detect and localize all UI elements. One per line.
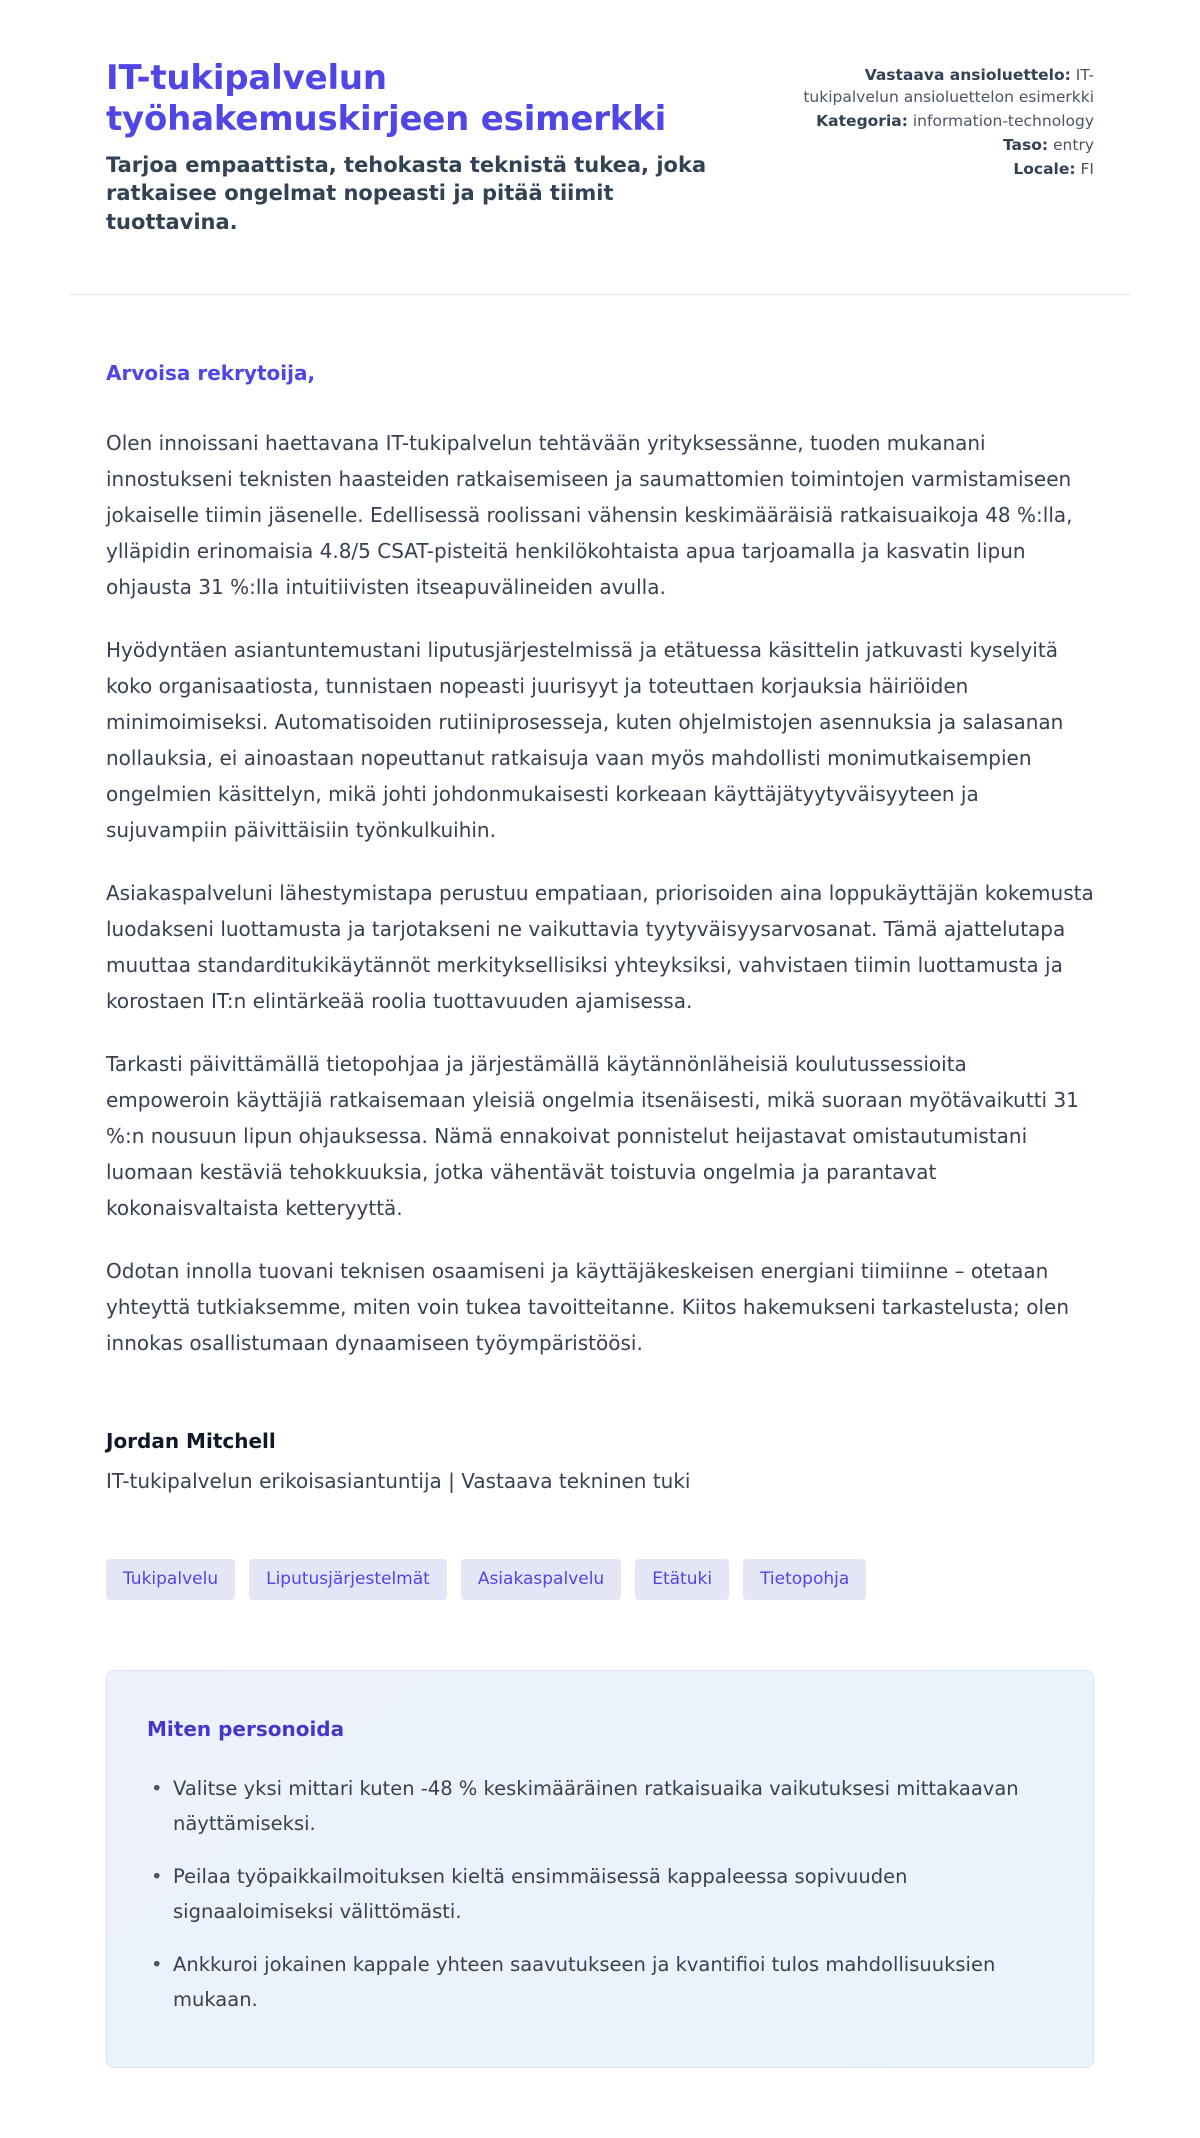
meta-label: Kategoria: xyxy=(816,112,908,130)
meta-label: Vastaava ansioluettelo: xyxy=(864,66,1071,84)
meta-row xyxy=(774,64,1094,108)
page-title: IT-tukipalvelun työhakemuskirjeen esimerkki xyxy=(106,58,667,140)
letter-paragraphs xyxy=(106,425,1094,1361)
personalization-tips-box xyxy=(106,1670,1094,2068)
page-subtitle: Tarjoa empaattista, tehokasta teknistä tukea, joka ratkaisee ongelmat nopeasti ja pitää tiimit tuottavina. xyxy=(106,152,707,234)
tag-chip[interactable]: Asiakaspalvelu xyxy=(461,1559,621,1600)
signature-name: Jordan Mitchell xyxy=(106,1428,276,1453)
letter-paragraph: Tarkasti päivittämällä tietopohjaa ja järjestämällä käytännönläheisiä koulutussessioita empoweroin käyttäjiä ratkaisemaan yleisiä ongelmia itsenäisesti, mikä suoraan myötävaikutti 31 %:n nousuun lipun ohjauksessa. Nämä ennakoivat ponnistelut heijastavat omistautumistani luomaan kestäviä tehokkuuksia, jotka vähentävät toistuvia ongelmia ja parantavat kokonaisvaltaista ketteryyttä. xyxy=(106,1051,1079,1220)
meta-value: FI xyxy=(1080,160,1094,178)
meta-label: Locale: xyxy=(1013,160,1076,178)
document-meta xyxy=(774,58,1094,182)
meta-value: entry xyxy=(1053,136,1094,154)
tips-heading: Miten personoida xyxy=(147,1716,345,1741)
page-container xyxy=(70,0,1130,2138)
meta-row xyxy=(774,110,1094,132)
tag-list xyxy=(106,1559,1094,1600)
meta-value: information-technology xyxy=(912,112,1094,130)
tips-list-item: • Peilaa työpaikkailmoituksen kieltä ensimmäisessä kappaleessa sopivuuden signaaloimiseksi välittömästi. xyxy=(147,1859,1053,1929)
meta-value: IT-tukipalvelun ansioluettelon esimerkki xyxy=(803,66,1094,106)
tips-list-item: • Valitse yksi mittari kuten -48 % keskimääräinen ratkaisuaika vaikutuksesi mittakaavan näyttämiseksi. xyxy=(147,1771,1053,1841)
meta-row xyxy=(774,158,1094,180)
letter-paragraph: Olen innoissani haettavana IT-tukipalvelun tehtävään yrityksessänne, tuoden mukanani innostukseni teknisten haasteiden ratkaisemiseen ja saumattomien toimintojen varmistamiseen jokaiselle tiimin jäsenelle. Edellisessä roolissani vähensin keskimääräisiä ratkaisuaikoja 48 %:lla, ylläpidin erinomaisia 4.8/5 CSAT-pisteitä henkilökohtaista apua tarjoamalla ja kasvatin lipun ohjausta 31 %:lla intuitiivisten itseapuvälineiden avulla. xyxy=(106,430,1073,599)
header-title-block xyxy=(106,58,756,236)
letter-paragraph: Odotan innolla tuovani teknisen osaamiseni ja käyttäjäkeskeisen energiani tiimiinne – otetaan yhteyttä tutkiaksemme, miten voin tukea tavoitteitanne. Kiitos hakemukseni tarkastelusta; olen innokas osallistumaan dynaamiseen työympäristöösi. xyxy=(106,1258,1069,1355)
letter-greeting: Arvoisa rekrytoija, xyxy=(106,360,316,385)
header-divider xyxy=(70,294,1130,295)
meta-row xyxy=(774,134,1094,156)
document-header xyxy=(70,58,1130,236)
tag-chip[interactable]: Etätuki xyxy=(635,1559,729,1600)
tag-chip[interactable]: Tukipalvelu xyxy=(106,1559,235,1600)
letter-paragraph: Hyödyntäen asiantuntemustani liputusjärjestelmissä ja etätuessa käsittelin jatkuvasti kyselyitä koko organisaatiosta, tunnistaen nopeasti juurisyyt ja toteuttaen korjauksia häiriöiden minimoimiseksi. Automatisoiden rutiiniprosesseja, kuten ohjelmistojen asennuksia ja salasanan nollauksia, ei ainoastaan nopeuttanut ratkaisuja vaan myös mahdollisti monimutkaisempien ongelmien käsittelyn, mikä johti johdonmukaisesti korkeaan käyttäjätyytyväisyyteen ja sujuvampiin päivittäisiin työnkulkuihin. xyxy=(106,637,1064,842)
tag-chip[interactable]: Liputusjärjestelmät xyxy=(249,1559,447,1600)
letter-signature xyxy=(106,1429,1094,1493)
cover-letter-body xyxy=(70,361,1130,2068)
tips-list xyxy=(147,1771,1053,2017)
letter-paragraph: Asiakaspalveluni lähestymistapa perustuu empatiaan, priorisoiden aina loppukäyttäjän kokemusta luodakseni luottamusta ja tarjotakseni ne vaikuttavia tyytyväisyysarvosanat. Tämä ajattelutapa muuttaa standarditukikäytännöt merkityksellisiksi yhteyksiksi, vahvistaen tiimin luottamusta ja korostaen IT:n elintärkeää roolia tuottavuuden ajamisessa. xyxy=(106,880,1094,1013)
tips-list-item: • Ankkuroi jokainen kappale yhteen saavutukseen ja kvantifioi tulos mahdollisuuksien mukaan. xyxy=(147,1947,1053,2017)
tag-chip[interactable]: Tietopohja xyxy=(743,1559,866,1600)
signature-title: IT-tukipalvelun erikoisasiantuntija | Vastaava tekninen tuki xyxy=(106,1468,691,1493)
meta-label: Taso: xyxy=(1002,136,1049,154)
